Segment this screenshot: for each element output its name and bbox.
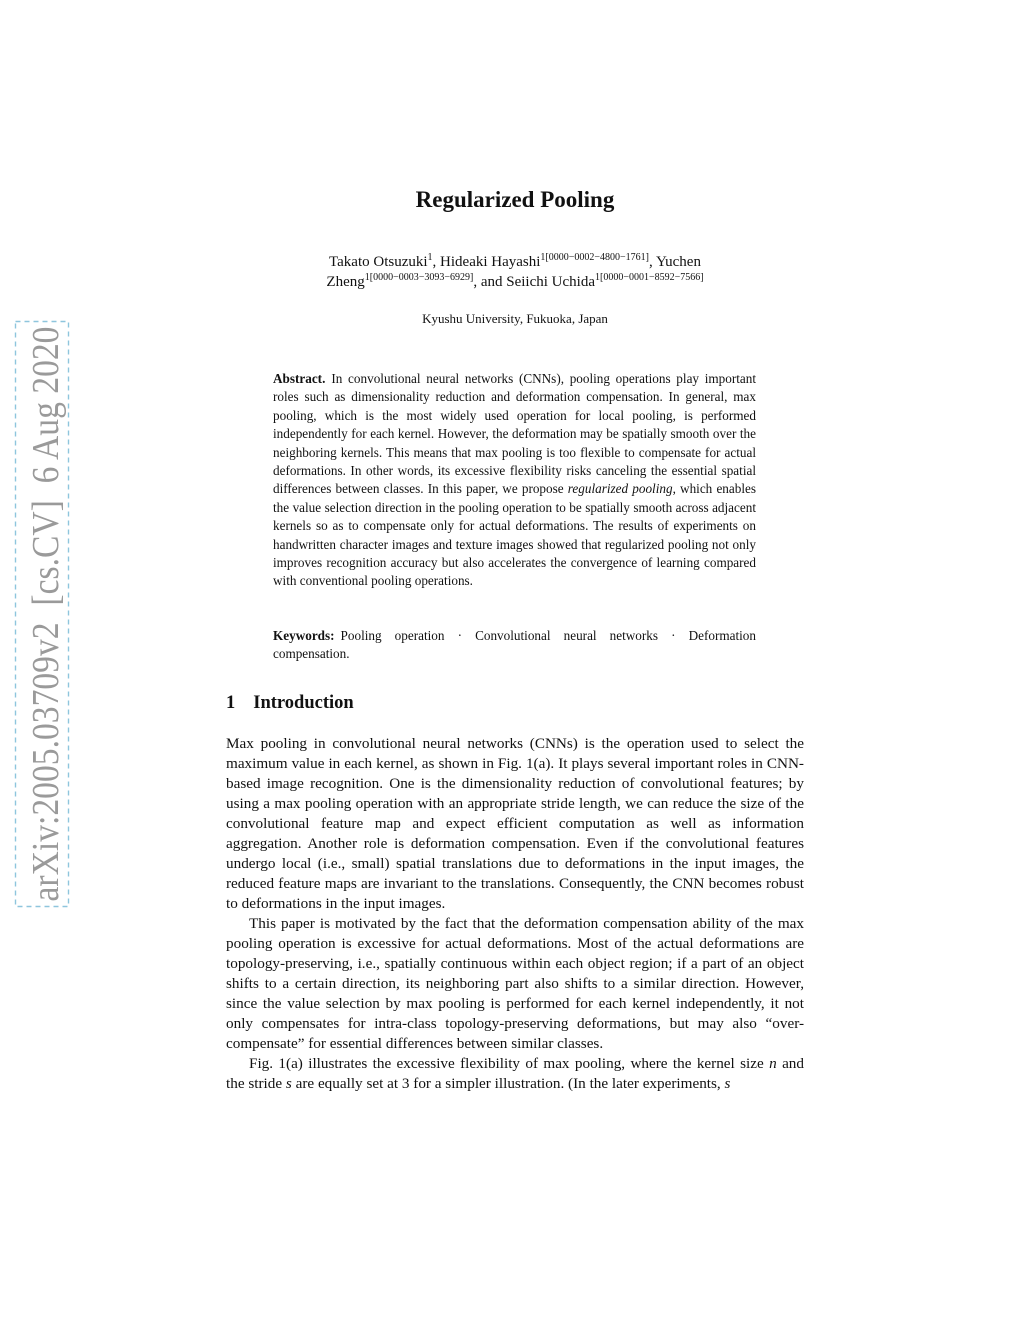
math-variable: n: [769, 1055, 777, 1072]
abstract-emphasis: regularized pooling: [567, 481, 673, 497]
author-affiliation-mark: 1: [427, 252, 433, 263]
author-name: Takato Otsuzuki: [329, 254, 428, 270]
author-orcid: 1[0000−0002−4800−1761]: [540, 252, 650, 263]
abstract-text: In convolutional neural networks (CNNs), pooling operations play important roles such as dimensionality reduction and deformation compensation. In general, max pooling, which is the most widely used operation for local pooling, is performed independently for each kernel. However, the deformation may be spatially smooth over the neighboring kernels. This means that max pooling is too flexible to compensate for actual deformations. In other words, its excessive flexibility risks canceling the essential spatial differences between classes. In this paper, we propose: [273, 371, 756, 497]
author-orcid: 1[0000−0003−3093−6929]: [364, 272, 474, 283]
math-variable: s: [285, 1075, 292, 1092]
abstract-text: , which enables the value selection direction in the pooling operation to be spatially smooth across adjacent kernels so as to compensate only for actual deformations. The results of experiments on handwritten character images and texture images showed that regularized pooling not only improves recognition accuracy but also accelerates the convergence of learning compared with conventional pooling operations.: [273, 481, 756, 589]
abstract: [273, 370, 756, 591]
author-separator: , and: [473, 274, 507, 290]
affiliation: Kyushu University, Fukuoka, Japan: [422, 311, 608, 326]
keywords: [273, 627, 756, 664]
author-name: Yuchen: [655, 254, 701, 270]
paragraph: This paper is motivated by the fact that the deformation compensation ability of the max pooling operation is excessive for actual deformations. Most of the actual deformations are topology-preserving, i.e., spatially continuous within each object region; if a part of an object shifts to a certain direction, its neighboring part also shifts to a similar direction. However, since the value selection by max pooling is performed for each kernel independently, it not only compensates for intra-class topology-preserving deformations, but may also “over-compensate” for essential differences between similar classes.: [226, 915, 804, 1052]
keywords-text: Pooling operation · Convolutional neural networks · Deformation compensation.: [273, 628, 756, 662]
author-name: Seiichi Uchida: [506, 274, 595, 290]
paper-title: Regularized Pooling: [415, 187, 615, 212]
arxiv-stamp-graphic: [14, 320, 70, 908]
abstract-label: Abstract.: [273, 371, 326, 386]
paragraph-text: and the stride: [226, 1055, 804, 1092]
section-number: 1: [226, 693, 236, 713]
arxiv-identifier-stamp: [14, 320, 70, 908]
author-name: Hideaki Hayashi: [440, 254, 541, 270]
author-name: Zheng: [326, 274, 365, 290]
paragraph-text: are equally set at 3 for a simpler illustration. (In the later experiments,: [291, 1075, 725, 1092]
arxiv-id-text: arXiv:2005.03709v2 [cs.CV] 6 Aug 2020: [25, 320, 67, 902]
section-title: Introduction: [253, 693, 354, 713]
section-heading: [226, 693, 354, 714]
keywords-label: Keywords:: [273, 628, 335, 643]
author-orcid: 1[0000−0001−8592−7566]: [594, 272, 704, 283]
body-text: [226, 734, 804, 1094]
paragraph: [226, 1054, 804, 1094]
paragraph-text: Fig. 1(a) illustrates the excessive flexibility of max pooling, where the kernel size: [249, 1055, 770, 1072]
author-list: [226, 252, 804, 292]
paragraph: Max pooling in convolutional neural networks (CNNs) is the operation used to select the maximum value in each kernel, as shown in Fig. 1(a). It plays several important roles in CNN-based image recognition. One is the dimensionality reduction of convolutional features; by using a max pooling operation with an appropriate stride length, we can reduce the size of the convolutional feature map and expect efficient computation as well as information aggregation. Another role is deformation compensation. Even if the convolutional features undergo local (i.e., small) spatial translations due to deformations in the input images, the reduced feature maps are invariant to the translations. Consequently, the CNN becomes robust to deformations in the input images.: [226, 735, 804, 912]
author-separator: ,: [432, 254, 441, 270]
author-separator: ,: [649, 254, 656, 270]
math-variable: s: [724, 1075, 731, 1092]
